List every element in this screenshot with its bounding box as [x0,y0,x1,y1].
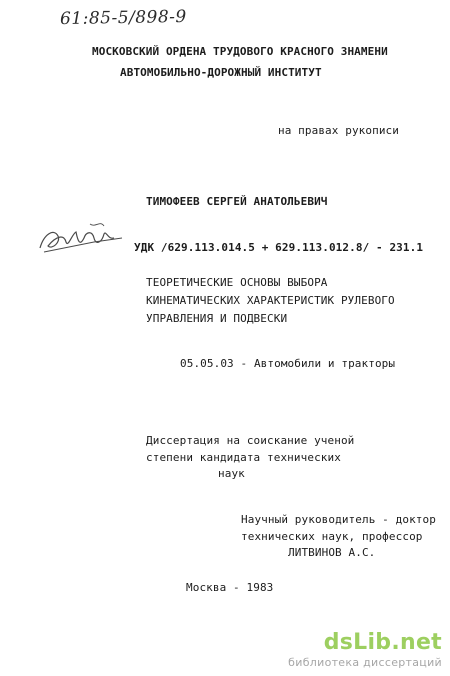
institution-line-1: МОСКОВСКИЙ ОРДЕНА ТРУДОВОГО КРАСНОГО ЗНАМЕНИ [92,45,388,58]
author-name: ТИМОФЕЕВ СЕРГЕЙ АНАТОЛЬЕВИЧ [146,195,328,208]
dissertation-line-1: Диссертация на соискание ученой [146,434,355,447]
handwritten-archive-code: 61:85-5/898-9 [59,6,187,30]
city-and-year: Москва - 1983 [186,581,274,594]
dslib-watermark [288,630,442,670]
supervisor-name: ЛИТВИНОВ А.С. [288,546,376,559]
title-line-2: КИНЕМАТИЧЕСКИХ ХАРАКТЕРИСТИК РУЛЕВОГО [146,294,395,307]
dissertation-line-2: степени кандидата технических [146,451,341,464]
watermark-logo: dsLib.net [323,630,442,655]
watermark-subtitle: библиотека диссертаций [288,656,442,669]
handwritten-signature [34,212,126,262]
title-line-1: ТЕОРЕТИЧЕСКИЕ ОСНОВЫ ВЫБОРА [146,276,328,289]
institution-line-2: АВТОМОБИЛЬНО-ДОРОЖНЫЙ ИНСТИТУТ [120,66,322,79]
manuscript-rights-note: на правах рукописи [278,124,400,137]
dissertation-line-3: наук [218,467,245,480]
title-line-3: УПРАВЛЕНИЯ И ПОДВЕСКИ [146,312,288,325]
supervisor-line-1: Научный руководитель - доктор [241,513,436,526]
supervisor-line-2: технических наук, профессор [241,530,423,543]
specialty-code: 05.05.03 - Автомобили и тракторы [180,357,396,370]
udc-classification: УДК /629.113.014.5 + 629.113.012.8/ - 231.1 [134,241,424,254]
